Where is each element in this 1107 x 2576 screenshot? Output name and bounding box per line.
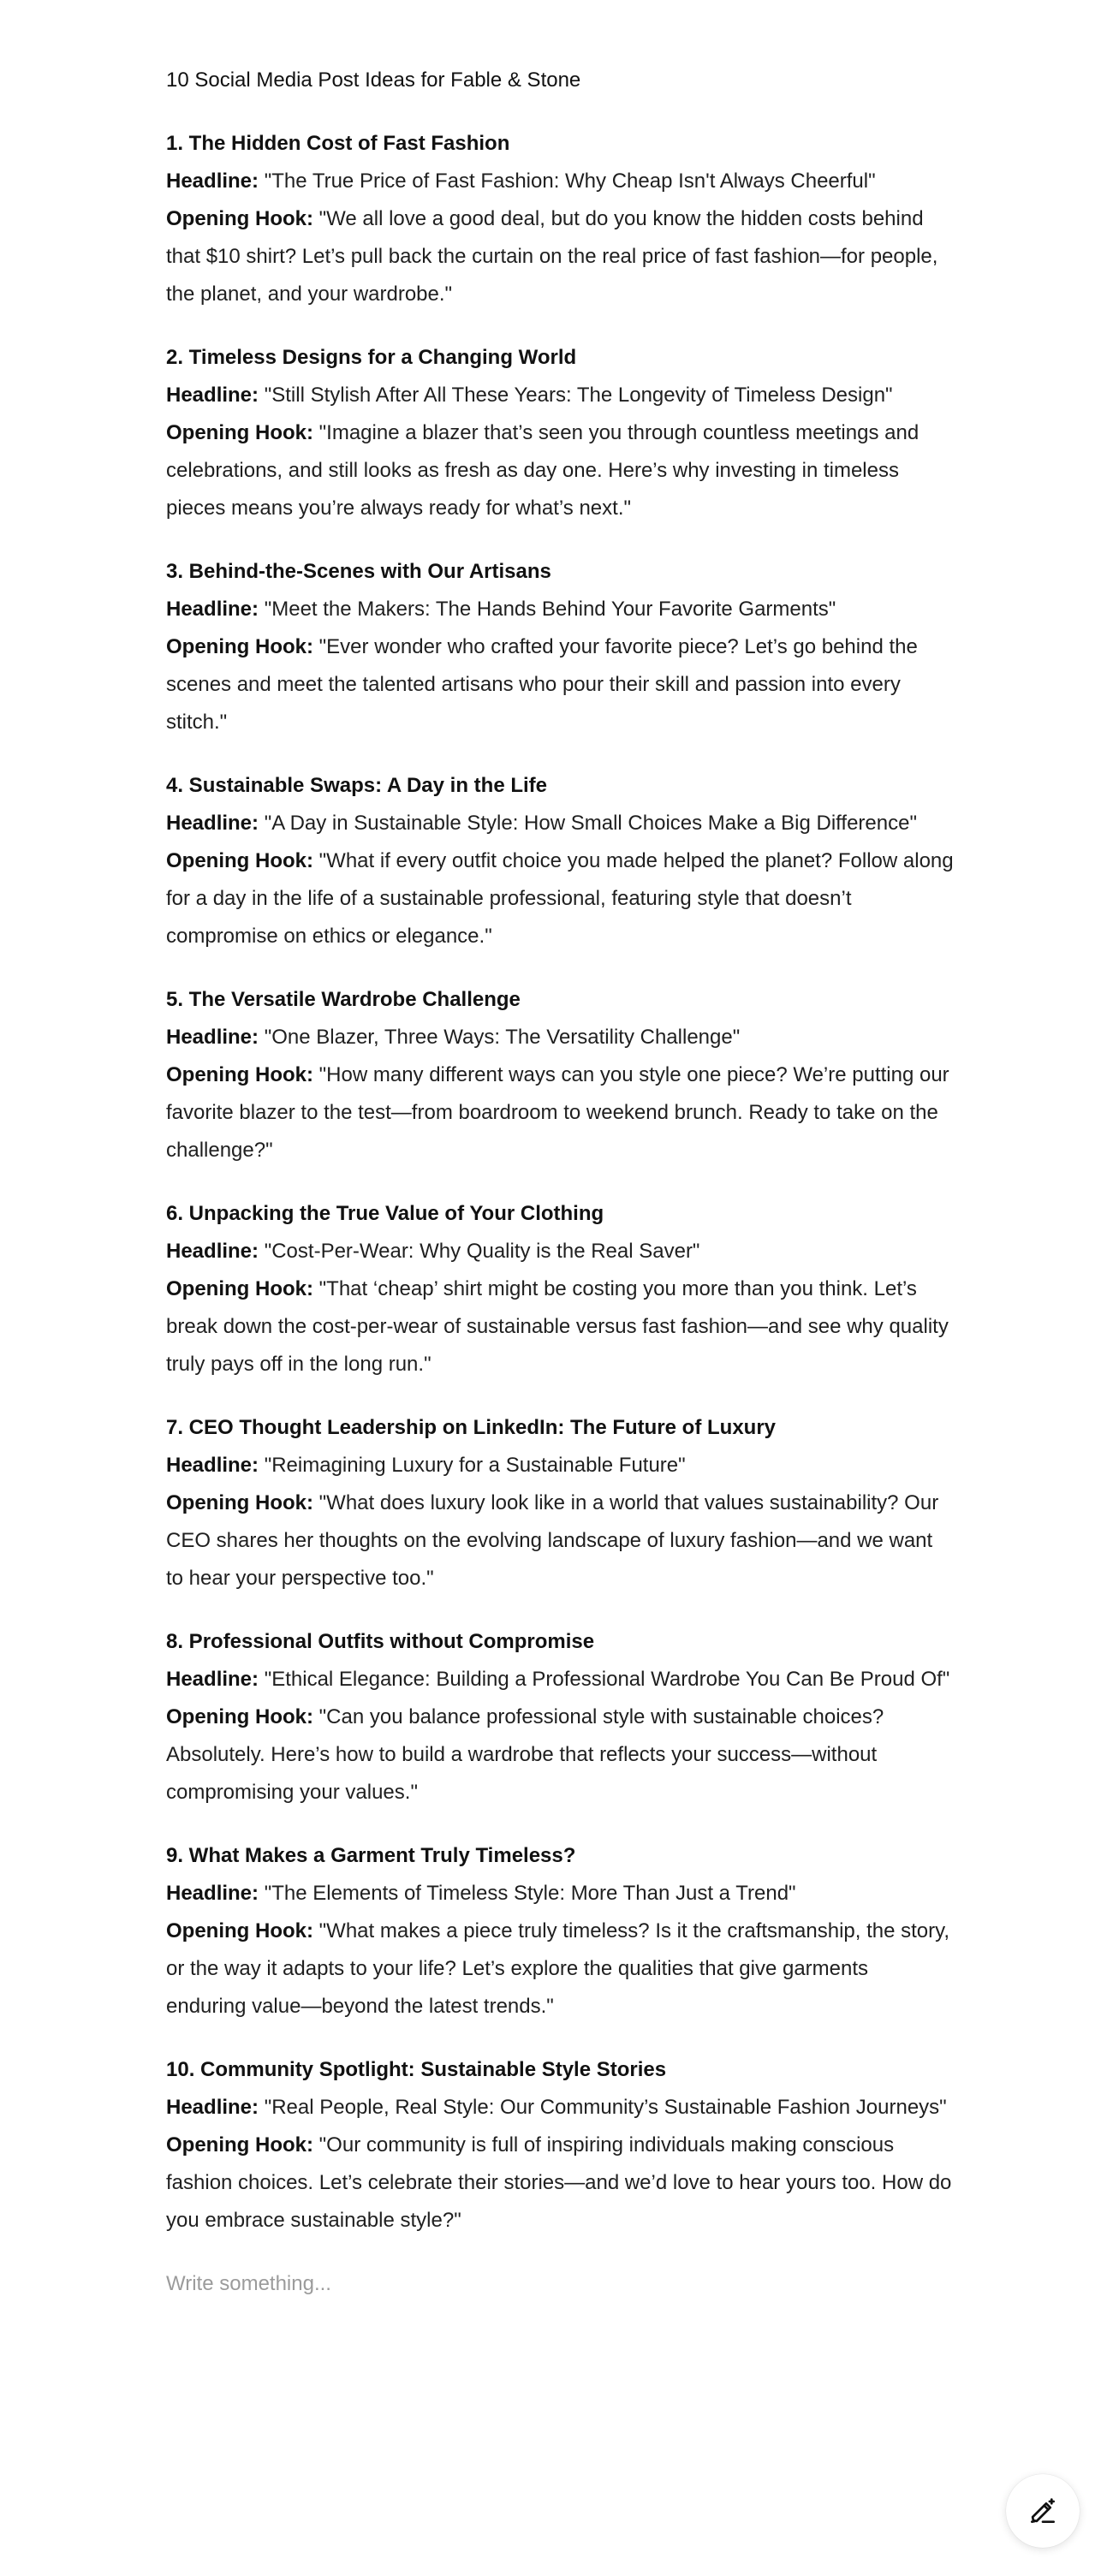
headline-text: "Still Stylish After All These Years: The Longevity of Timeless Design" (264, 384, 893, 407)
headline-text: "Reimagining Luxury for a Sustainable Future" (264, 1454, 686, 1477)
idea-title: 6. Unpacking the True Value of Your Clothing (166, 1202, 604, 1225)
hook-label: Opening Hook: (166, 635, 313, 658)
hook-label: Opening Hook: (166, 849, 313, 872)
idea-hook (166, 1270, 954, 1383)
headline-text: "Meet the Makers: The Hands Behind Your Favorite Garments" (264, 598, 836, 621)
hook-text: "What if every outfit choice you made helped the planet? Follow along for a day in the life of a sustainable professional, featuring style that doesn’t compromise on ethics or elegance." (166, 849, 954, 948)
idea-item (166, 1409, 954, 1597)
idea-item (166, 2051, 954, 2240)
idea-item (166, 1837, 954, 2026)
hook-label: Opening Hook: (166, 1277, 313, 1300)
magic-pen-icon (1027, 2495, 1059, 2527)
headline-label: Headline: (166, 1668, 259, 1691)
document (166, 62, 954, 2303)
idea-headline (166, 805, 954, 842)
hook-text: "Can you balance professional style with sustainable choices? Absolutely. Here’s how to build a wardrobe that reflects your success—without compromising your values." (166, 1705, 884, 1804)
idea-item (166, 125, 954, 313)
hook-text: "That ‘cheap’ shirt might be costing you more than you think. Let’s break down the cost-per-wear of sustainable versus fast fashion—and see why quality truly pays off in the long run." (166, 1277, 949, 1376)
idea-hook (166, 842, 954, 955)
idea-title: 7. CEO Thought Leadership on LinkedIn: The Future of Luxury (166, 1416, 777, 1439)
hook-text: "Ever wonder who crafted your favorite piece? Let’s go behind the scenes and meet the talented artisans who pour their skill and passion into every stitch." (166, 635, 918, 734)
headline-label: Headline: (166, 1026, 259, 1049)
idea-item (166, 767, 954, 955)
idea-hook (166, 200, 954, 313)
hook-label: Opening Hook: (166, 207, 313, 230)
idea-title: 3. Behind-the-Scenes with Our Artisans (166, 560, 551, 583)
idea-hook (166, 1056, 954, 1169)
idea-headline (166, 2089, 954, 2127)
idea-item (166, 981, 954, 1169)
idea-title: 2. Timeless Designs for a Changing World (166, 346, 577, 369)
idea-headline (166, 1019, 954, 1056)
idea-title: 4. Sustainable Swaps: A Day in the Life (166, 774, 547, 797)
idea-hook (166, 1913, 954, 2026)
hook-text: "We all love a good deal, but do you know the hidden costs behind that $10 shirt? Let’s pull back the curtain on the real price of fast fashion—for people, the planet, and your wardrobe." (166, 207, 938, 306)
idea-title: 1. The Hidden Cost of Fast Fashion (166, 132, 510, 155)
idea-hook (166, 414, 954, 527)
hook-label: Opening Hook: (166, 1491, 313, 1514)
idea-item (166, 1623, 954, 1812)
hook-label: Opening Hook: (166, 2133, 313, 2157)
idea-item (166, 339, 954, 527)
idea-hook (166, 1698, 954, 1812)
headline-label: Headline: (166, 598, 259, 621)
headline-text: "A Day in Sustainable Style: How Small Choices Make a Big Difference" (264, 812, 917, 835)
idea-title: 5. The Versatile Wardrobe Challenge (166, 988, 521, 1011)
idea-headline (166, 1875, 954, 1913)
idea-title: 9. What Makes a Garment Truly Timeless? (166, 1844, 576, 1867)
headline-label: Headline: (166, 1240, 259, 1263)
headline-label: Headline: (166, 2096, 259, 2119)
hook-label: Opening Hook: (166, 1063, 313, 1086)
idea-headline (166, 1233, 954, 1270)
editor-placeholder[interactable]: Write something... (166, 2272, 331, 2295)
headline-text: "The True Price of Fast Fashion: Why Cheap Isn't Always Cheerful" (264, 170, 876, 193)
ideas-list (166, 125, 954, 2240)
idea-title: 8. Professional Outfits without Compromise (166, 1630, 595, 1653)
headline-label: Headline: (166, 170, 259, 193)
headline-text: "Ethical Elegance: Building a Professional Wardrobe You Can Be Proud Of" (264, 1668, 950, 1691)
idea-headline (166, 1661, 954, 1698)
ai-assist-button[interactable] (1006, 2474, 1080, 2548)
hook-text: "What makes a piece truly timeless? Is it the craftsmanship, the story, or the way it adapts to your life? Let’s explore the qualities that give garments enduring value—beyond the latest trends." (166, 1919, 950, 2018)
idea-item (166, 553, 954, 741)
idea-hook (166, 2127, 954, 2240)
hook-label: Opening Hook: (166, 1705, 313, 1728)
headline-text: "Real People, Real Style: Our Community’s Sustainable Fashion Journeys" (264, 2096, 947, 2119)
idea-headline (166, 1447, 954, 1484)
headline-label: Headline: (166, 1882, 259, 1905)
idea-hook (166, 1484, 954, 1597)
hook-text: "What does luxury look like in a world that values sustainability? Our CEO shares her thoughts on the evolving landscape of luxury fashion—and we want to hear your perspective too." (166, 1491, 939, 1590)
document-title: 10 Social Media Post Ideas for Fable & Stone (166, 68, 581, 92)
hook-text: "Our community is full of inspiring individuals making conscious fashion choices. Let’s celebrate their stories—and we’d love to hear yours too. How do you embrace sustainable style?" (166, 2133, 952, 2232)
idea-item (166, 1195, 954, 1383)
hook-text: "Imagine a blazer that’s seen you through countless meetings and celebrations, and still looks as fresh as day one. Here’s why investing in timeless pieces means you’re always ready for what’s next." (166, 421, 920, 520)
idea-headline (166, 591, 954, 628)
hook-label: Opening Hook: (166, 1919, 313, 1942)
hook-label: Opening Hook: (166, 421, 313, 444)
headline-label: Headline: (166, 812, 259, 835)
headline-text: "One Blazer, Three Ways: The Versatility Challenge" (264, 1026, 741, 1049)
idea-headline (166, 163, 954, 200)
idea-hook (166, 628, 954, 741)
headline-text: "The Elements of Timeless Style: More Than Just a Trend" (264, 1882, 796, 1905)
headline-label: Headline: (166, 1454, 259, 1477)
hook-text: "How many different ways can you style one piece? We’re putting our favorite blazer to the test—from boardroom to weekend brunch. Ready to take on the challenge?" (166, 1063, 949, 1162)
idea-headline (166, 377, 954, 414)
idea-title: 10. Community Spotlight: Sustainable Style Stories (166, 2058, 667, 2081)
headline-text: "Cost-Per-Wear: Why Quality is the Real Saver" (264, 1240, 700, 1263)
headline-label: Headline: (166, 384, 259, 407)
